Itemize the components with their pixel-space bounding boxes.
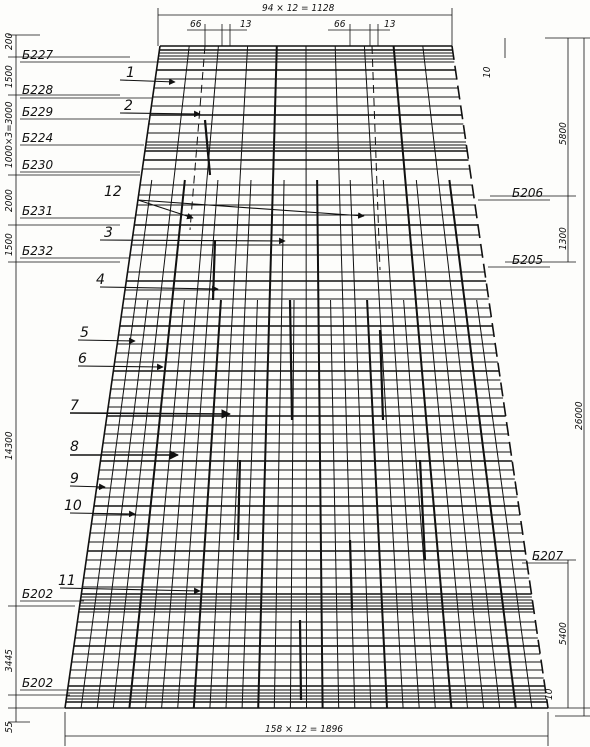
bar-mark-b202-lower: Б202 [22,676,54,690]
dim-right-26000: 26000 [574,401,585,430]
callout-10: 10 [64,498,82,514]
callout-11: 11 [58,573,76,589]
dashed-bar [190,46,205,230]
splice-bar [380,330,383,420]
bar-mark-b227: Б227 [22,48,54,62]
dim-right-5400: 5400 [558,622,569,645]
callout-5: 5 [80,325,89,341]
vertical-bar [350,180,371,708]
splice-bar [213,240,215,300]
bar-mark-b230: Б230 [22,158,54,172]
bar-mark-b207: Б207 [532,549,564,563]
bar-mark-b232: Б232 [22,244,54,258]
dim-left-1500b: 1500 [4,233,15,256]
bar-mark-b205: Б205 [512,253,544,267]
splice-bar [300,620,301,700]
bar-mark-b202-upper: Б202 [22,587,54,601]
callout-9: 9 [70,471,79,487]
vertical-bar [306,46,307,708]
dim-top-left-66: 66 [190,19,202,30]
dim-left-14300: 14300 [4,431,15,460]
splice-bar [290,300,292,420]
dim-left-3445: 3445 [4,649,15,672]
dim-right-10-top: 10 [482,66,493,78]
splice-bar [238,460,240,540]
callout-8: 8 [70,439,79,455]
vertical-bar [81,180,152,708]
dim-right-1300: 1300 [558,227,569,250]
bar-mark-b229: Б229 [22,105,54,119]
dim-right-10-bottom: 10 [544,688,555,700]
dim-right-5800: 5800 [558,122,569,145]
dim-top-left-13: 13 [240,19,252,30]
dim-top-right-13: 13 [384,19,396,30]
vertical-bar [274,180,284,708]
dim-left-200: 200 [4,32,15,50]
dim-left-1000x3: 1000×3=3000 [4,101,15,168]
callout-1: 1 [126,65,135,81]
callout-3: 3 [104,225,113,241]
callout-2: 2 [124,98,133,114]
vertical-bar [383,180,419,708]
bar-mark-b206: Б206 [512,186,544,200]
vertical-bar [129,180,184,708]
dim-left-55: 55 [4,721,15,733]
callout-4: 4 [96,272,105,288]
vertical-bar [226,180,251,708]
bar-mark-leaders [20,62,568,690]
dim-left-1500a: 1500 [4,65,15,88]
bar-mark-b231: Б231 [22,204,54,218]
bar-mark-b224: Б224 [22,131,54,145]
vertical-bar [317,180,322,708]
callout-6: 6 [78,351,87,367]
dim-top-right-66: 66 [334,19,346,30]
bar-mark-b228: Б228 [22,83,54,97]
dim-left-2000: 2000 [4,189,15,212]
dim-bottom-total: 158 × 12 = 1896 [265,724,344,735]
dim-top-total: 94 × 12 = 1128 [262,3,335,14]
callout-7: 7 [70,398,79,414]
callout-12: 12 [104,184,122,200]
